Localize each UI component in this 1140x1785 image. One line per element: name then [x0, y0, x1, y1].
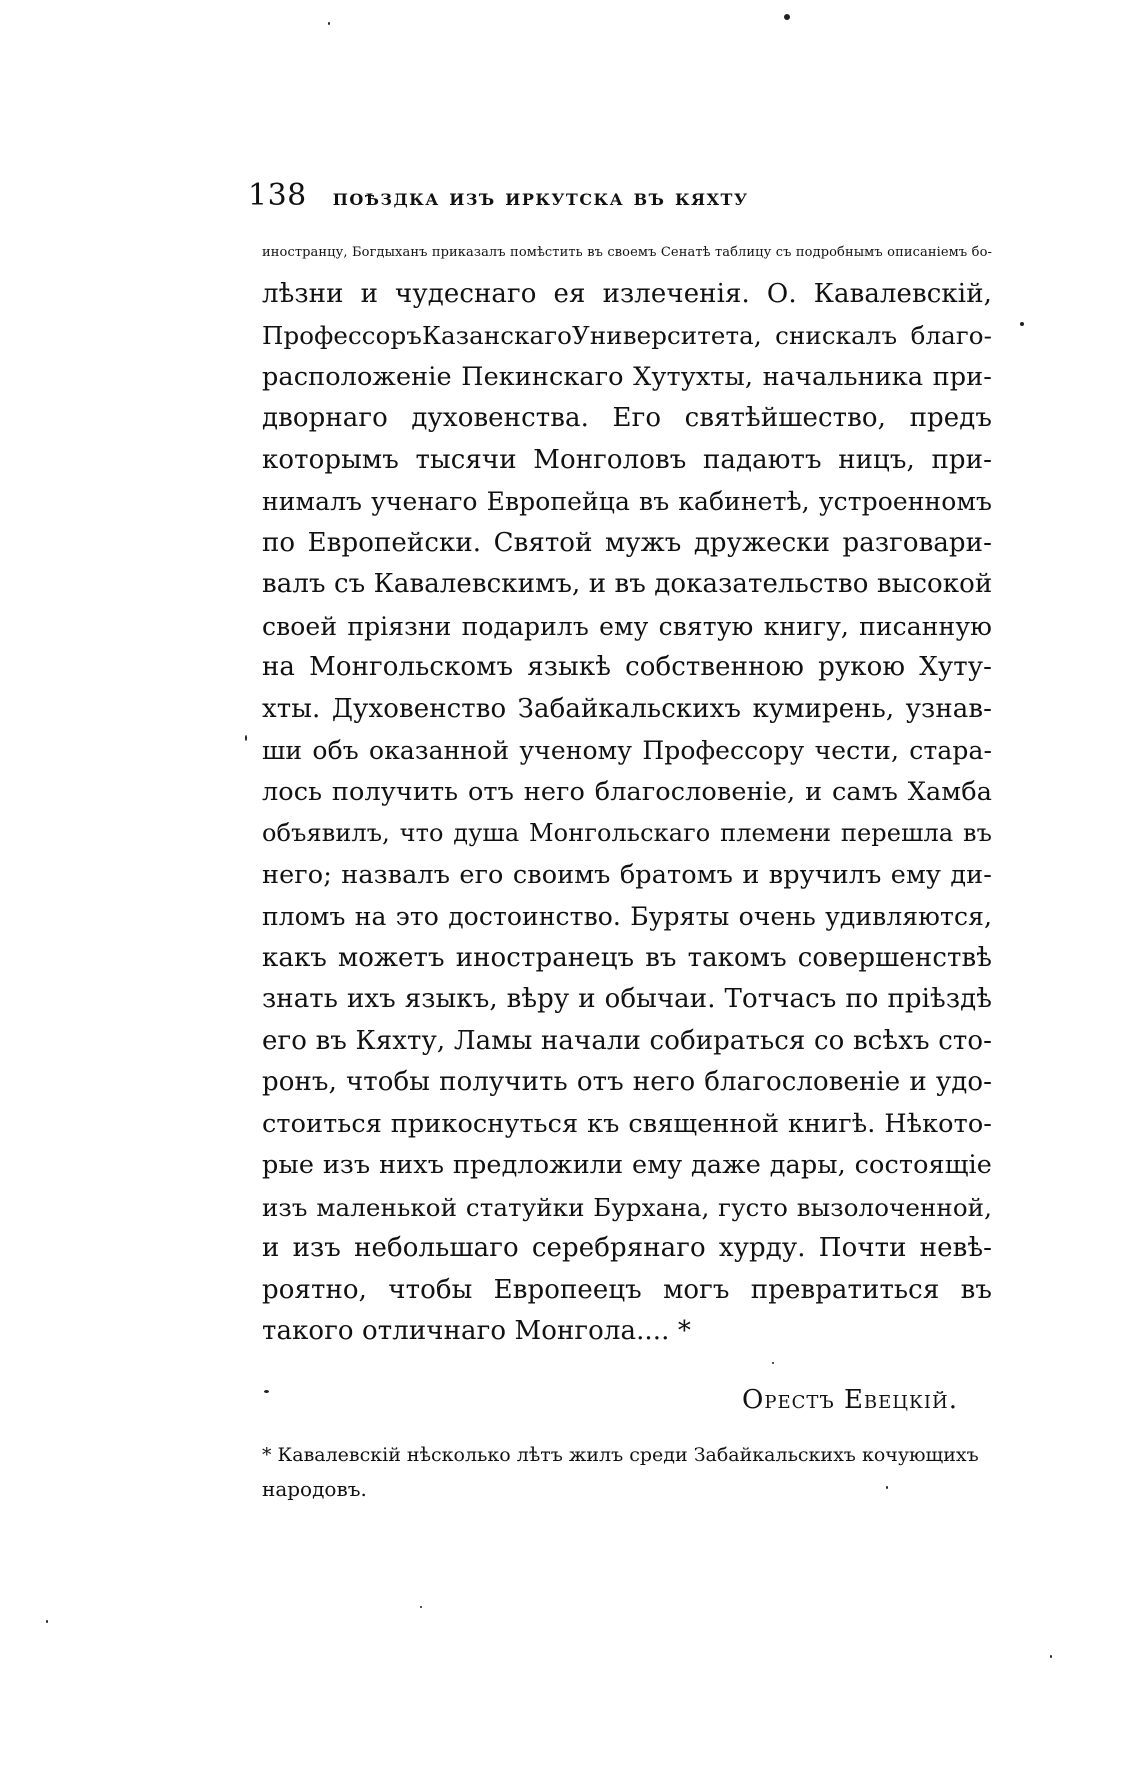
scan-speck — [328, 22, 330, 25]
text-line: иностранцу, Богдыханъ приказалъ помѣстить въ своемъ Сенатѣ таблицу съ подробнымъ описаніемъ бо- — [262, 245, 992, 260]
text-line: лѣзни и чудеснаго ея излеченія. О. Кавалевскій, — [262, 278, 992, 309]
text-line: расположеніе Пекинскаго Хутухты, начальника при- — [262, 361, 992, 392]
text-line: ПрофессоръКазанскагоУниверситета, снискалъ благо- — [262, 321, 992, 350]
scan-speck — [245, 735, 247, 741]
page-number: 138 — [248, 178, 307, 213]
text-line: ши объ оказанной ученому Профессору чести, стара- — [262, 736, 992, 765]
scan-speck — [772, 1362, 774, 1364]
scan-speck — [420, 1606, 422, 1608]
text-line: ронъ, чтобы получить отъ него благословеніе и удо- — [262, 1067, 992, 1097]
text-line: нималъ ученаго Европейца въ кабинетѣ, устроенномъ — [262, 487, 992, 516]
body-text — [262, 232, 992, 1353]
scan-speck — [264, 1390, 269, 1393]
scan-speck — [1050, 1655, 1052, 1658]
text-line: валъ съ Кавалевскимъ, и въ доказательство высокой — [262, 569, 993, 599]
text-line: его въ Кяхту, Ламы начали собираться со всѣхъ сто- — [262, 1025, 992, 1056]
text-line: по Европейски. Святой мужъ дружески разговари- — [262, 527, 992, 558]
text-line: хты. Духовенство Забайкальскихъ кумирень, узнав- — [262, 693, 992, 724]
author-signature: Орестъ Евецкій. — [742, 1385, 958, 1415]
scan-speck — [46, 1620, 48, 1623]
text-line: на Монгольскомъ языкѣ собственною рукою Хуту- — [262, 652, 992, 682]
scan-speck — [784, 14, 790, 20]
text-line: роятно, чтобы Европеецъ могъ превратиться въ — [262, 1274, 992, 1305]
text-line: рые изъ нихъ предложили ему даже дары, состоящіе — [262, 1150, 992, 1180]
text-line: какъ можетъ иностранецъ въ такомъ совершенствѣ — [262, 942, 992, 973]
text-line: объявилъ, что душа Монгольскаго племени перешла въ — [262, 819, 992, 847]
running-head: поѣздка изъ иркутска въ кяхту — [332, 184, 749, 211]
text-line: изъ маленькой статуйки Бурхана, густо вызолоченной, — [262, 1192, 992, 1222]
text-line-last: такого отличнаго Монгола.... * — [262, 1316, 691, 1346]
text-line: которымъ тысячи Монголовъ падаютъ ницъ, при- — [262, 444, 992, 475]
text-line: дворнаго духовенства. Его святѣйшество, предъ — [262, 403, 992, 433]
text-line: знать ихъ языкъ, вѣру и обычаи. Тотчасъ по пріѣздѣ — [262, 984, 992, 1014]
footnote-line: * Кавалевскій нѣсколько лѣтъ жилъ среди Забайкальскихъ кочующихъ — [262, 1444, 979, 1466]
text-line: стоиться прикоснуться къ священной книгѣ. Нѣкото- — [262, 1108, 992, 1139]
scan-speck — [886, 1486, 888, 1489]
text-line: лось получить отъ него благословеніе, и самъ Хамба — [262, 776, 992, 807]
text-line: и изъ небольшаго серебрянаго хурду. Почти невѣ- — [262, 1233, 992, 1263]
text-line: пломъ на это достоинство. Буряты очень удивляются, — [262, 902, 992, 931]
text-line: него; назвалъ его своимъ братомъ и вручилъ ему ди- — [262, 859, 992, 890]
footnote-line: народовъ. — [262, 1477, 367, 1501]
footnote — [262, 1438, 992, 1506]
text-line: своей пріязни подарилъ ему святую книгу, писанную — [262, 611, 992, 641]
page-header — [248, 178, 988, 218]
scan-speck — [1020, 322, 1024, 326]
